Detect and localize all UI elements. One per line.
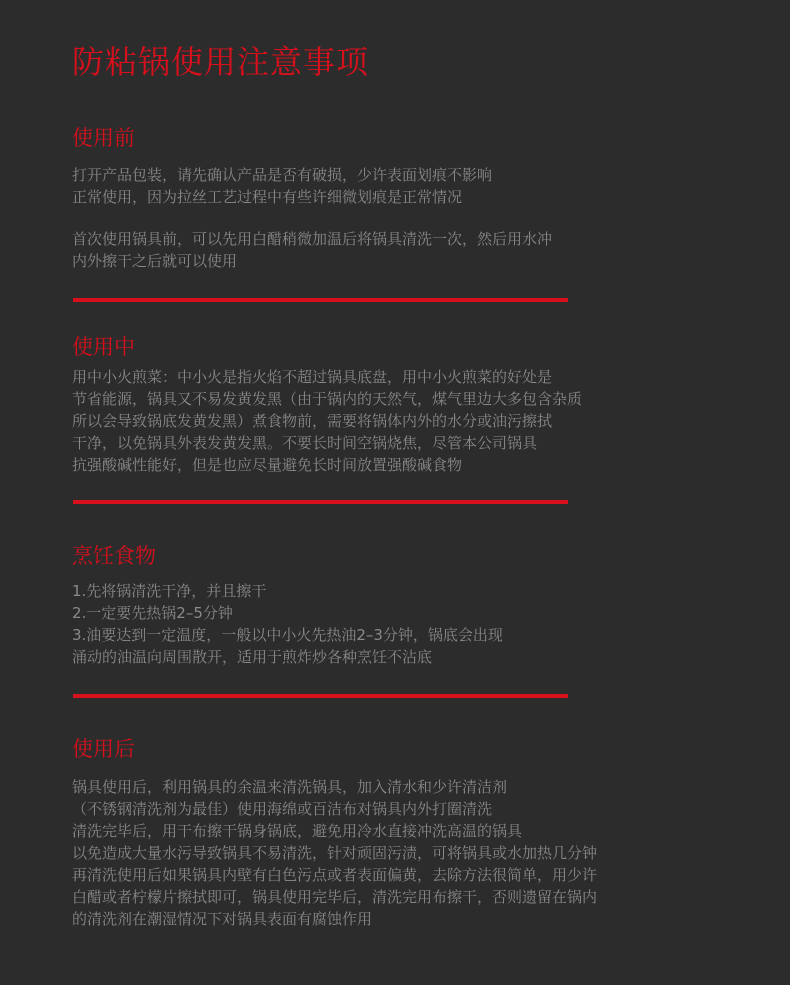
text-line: 以免造成大量水污导致锅具不易清洗，针对顽固污渍，可将锅具或水加热几分钟 (72, 844, 598, 862)
text-line: 2.一定要先热锅2–5分钟 (72, 604, 233, 622)
section-heading-cooking: 烹饪食物 (72, 544, 156, 568)
paragraph (72, 366, 712, 476)
text-line: 内外擦干之后就可以使用 (72, 252, 238, 270)
paragraph (72, 228, 712, 272)
section-divider (73, 694, 568, 698)
text-line: 首次使用锅具前，可以先用白醋稍微加温后将锅具清洗一次，然后用水冲 (72, 230, 553, 248)
section-divider (73, 500, 568, 504)
text-line: 再清洗使用后如果锅具内壁有白色污点或者表面偏黄，去除方法很简单，用少许 (72, 866, 598, 884)
page-title: 防粘锅使用注意事项 (72, 43, 370, 81)
paragraph (72, 164, 712, 208)
paragraph (72, 580, 712, 668)
section-divider (73, 298, 568, 302)
section-heading-during-use: 使用中 (72, 335, 135, 359)
text-line: 1.先将锅清洗干净，并且擦干 (72, 582, 267, 600)
text-line: （不锈钢清洗剂为最佳）使用海绵或百洁布对锅具内外打圈清洗 (72, 800, 493, 818)
text-line: 节省能源，锅具又不易发黄发黑（由于锅内的天然气，煤气里边大多包含杂质 (72, 390, 583, 408)
section-heading-after-use: 使用后 (72, 737, 135, 761)
text-line: 用中小火煎菜：中小火是指火焰不超过锅具底盘，用中小火煎菜的好处是 (72, 368, 553, 386)
text-line: 3.油要达到一定温度，一般以中小火先热油2–3分钟，锅底会出现 (72, 626, 503, 644)
text-line: 涌动的油温向周围散开，适用于煎炸炒各种烹饪不沾底 (72, 648, 433, 666)
text-line: 干净，以免锅具外表发黄发黑。不要长时间空锅烧焦，尽管本公司锅具 (72, 434, 538, 452)
text-line: 锅具使用后，利用锅具的余温来清洗锅具，加入清水和少许清洁剂 (72, 778, 508, 796)
text-line: 抗强酸碱性能好，但是也应尽量避免长时间放置强酸碱食物 (72, 456, 463, 474)
text-line: 正常使用，因为拉丝工艺过程中有些许细微划痕是正常情况 (72, 188, 463, 206)
text-line: 打开产品包装，请先确认产品是否有破损，少许表面划痕不影响 (72, 166, 493, 184)
text-line: 所以会导致锅底发黄发黑）煮食物前，需要将锅体内外的水分或油污擦拭 (72, 412, 553, 430)
text-line: 清洗完毕后，用干布擦干锅身锅底，避免用冷水直接冲洗高温的锅具 (72, 822, 523, 840)
text-line: 的清洗剂在潮湿情况下对锅具表面有腐蚀作用 (72, 910, 373, 928)
paragraph (72, 776, 712, 930)
text-line: 白醋或者柠檬片擦拭即可，锅具使用完毕后，清洗完用布擦干，否则遗留在锅内 (72, 888, 598, 906)
section-heading-before-use: 使用前 (72, 126, 135, 150)
